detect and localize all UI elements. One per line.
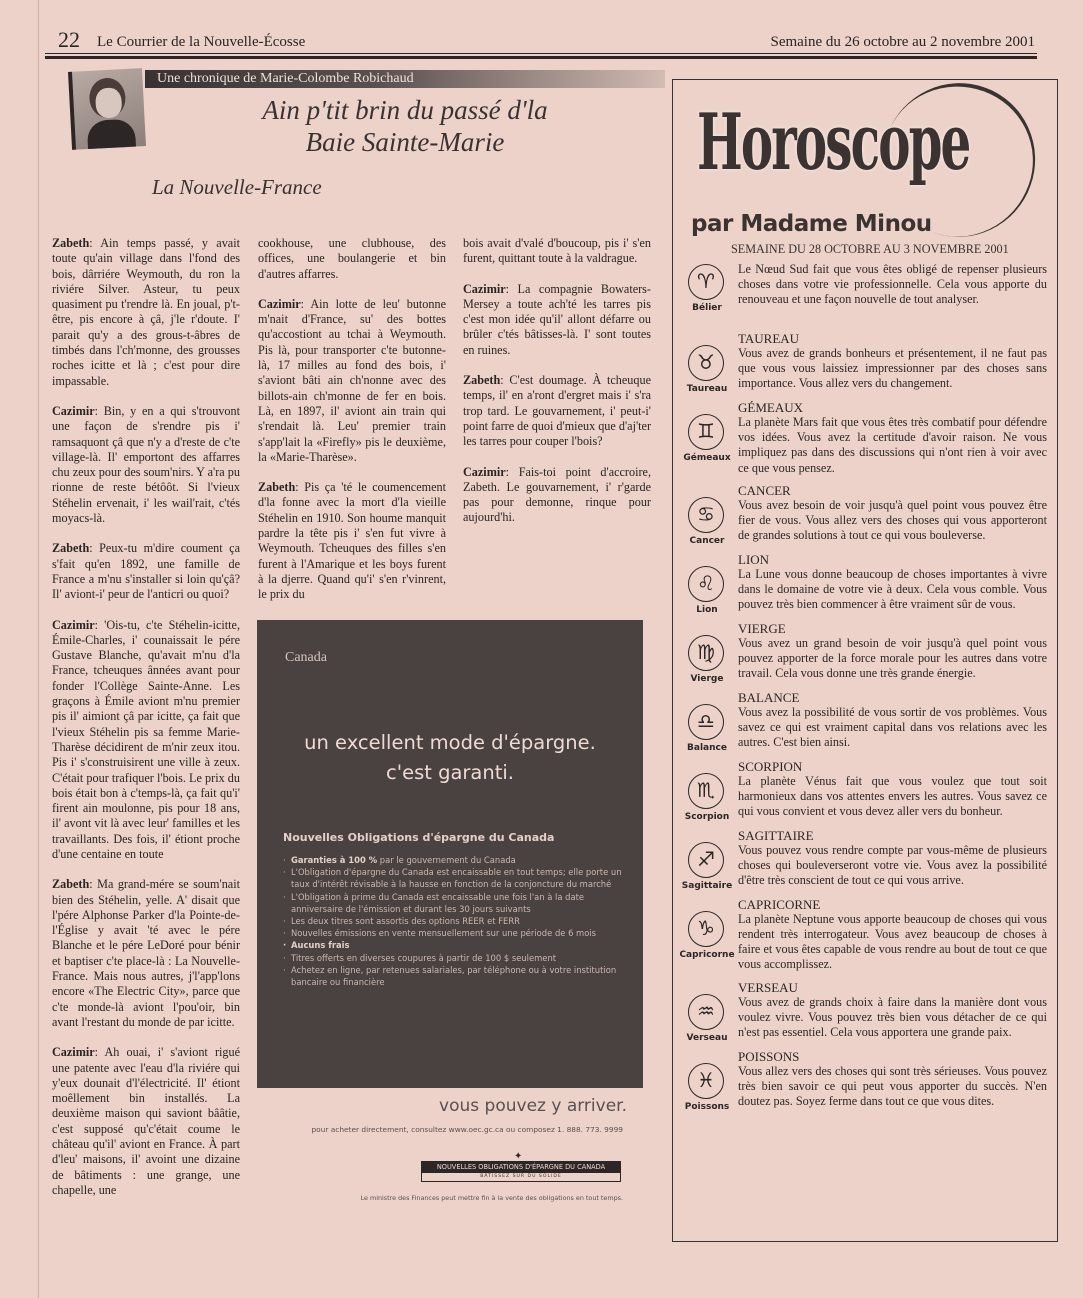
capricorn-icon: ♑ [688,911,724,947]
sign-name: LION [738,551,770,567]
sign-name: VERSEAU [738,979,798,995]
ad-contact-info: pour acheter directement, consultez www.oec.gc.ca ou composez 1. 888. 773. 9999 [311,1125,623,1134]
ad-bullet-text: Titres offerts en diverses coupures à partir de 100 $ seulement [291,952,557,963]
article-paragraph [52,236,240,389]
sign-forecast: Vous avez un grand besoin de voir jusqu'à quel point vous pouvez apporter de la force morale pour les autres dans votre travail. Cela vous donne une très grande énergie. [738,635,1047,681]
article-paragraph [258,236,446,282]
ad-bullet-text: Les deux titres sont assortis des options REER et FERR [291,916,520,927]
speaker-name: Cazimir [258,296,301,311]
ad-bullet-list [283,854,629,988]
article-paragraph [52,1045,240,1198]
ad-bullet-emphasis: Aucuns frais [291,940,350,951]
paragraph-text: cookhouse, une clubhouse, des offices, une boulangerie et bin d'autres affarres. [258,236,446,281]
article-paragraph [52,877,240,1030]
horoscope-sign [685,621,1047,683]
paragraph-text: : Ain lotte de leu' butonne m'nait d'France, su' des bottes qu'accostiont au tchai à Weymouth. Pis là, pour transporter c'te butonne-là, 17 milles au fond des bois, i' s'aviont bâti ain ch'nonne avec des billots-ain ch'monne de fer en bois. Là, en 1897, il' aviont ain train qui s'rendait là. Leu' premier train s'app'lait la «Firefly» pis le deuxième, la «Marie-Tharèse». [258,296,446,464]
libra-icon: ♎ [688,704,724,740]
speaker-name: Zabeth [258,480,296,495]
canada-wordmark: Canada [285,650,327,665]
masthead [55,28,1035,52]
ad-bullet-text: L'Obligation d'épargne du Canada est encaissable en tout temps; elle porte un taux d'intérêt révisable à la hausse en fonction de la conjoncture du marché [291,867,622,890]
brand-slogan: BÂTISSEZ SUR DU SOLIDE [480,1174,562,1179]
sign-forecast: Vous avez la possibilité de vous sortir de vos problèmes. Vous savez ce qui est vraiment capital dans vos relations avec les autres. C'est bien ainsi. [738,704,1047,750]
horoscope-title: Horoscope [697,97,970,188]
paragraph-text: : Fais-toi point d'accroire, Zabeth. Le gouvarnement, i' r'garde pas pour demonne, rinque pour aujourd'hi. [463,464,651,525]
ad-bullet-text: L'Obligation à prime du Canada est encaissable une fois l'an à la date anniversaire de l'émission et durant les 30 jours suivants [291,891,585,914]
sign-icon-label: Scorpion [684,811,730,822]
sign-forecast: Vous avez besoin de voir jusqu'à quel point vous pouvez être fier de vous. Vous allez vers des choses qui vous apporteront de grandes solutions à tout ce qui vous bouleverse. [738,497,1047,543]
sign-name: SCORPION [738,758,803,774]
sign-forecast: Vous allez vers des choses qui sont très sérieuses. Vous pouvez très bien savoir ce qui peut vous apporter du succès. N'en doutez pas. Soyez ferme dans tout ce que vous dites. [738,1063,1047,1109]
speaker-name: Cazimir [52,403,95,418]
article-paragraph [52,404,240,526]
ad-bullet-text: Nouvelles émissions en vente mensuellement sur une période de 6 mois [291,928,597,939]
column-byline: Une chronique de Marie-Colombe Robichaud [145,70,665,88]
sign-forecast: La planète Vénus fait que vous voulez que tout soit harmonieux dans vos attentes envers les autres. Vous savez ce qui vous convient et vous devez aller vers du bonheur. [738,773,1047,819]
ad-bullet [283,854,629,866]
sign-name: GÉMEAUX [738,400,803,415]
horoscope-sign [685,690,1047,752]
masthead-rule [45,53,1037,54]
horoscope-sign [685,331,1047,393]
article-paragraph [52,618,240,863]
sign-icon-label: Taureau [686,384,728,394]
article-paragraph [258,297,446,465]
horoscope-week: SEMAINE DU 28 OCTOBRE AU 3 NOVEMBRE 2001 [731,242,1009,256]
sign-icon-label: Balance [687,742,727,753]
article-column-2 [258,236,446,618]
aries-icon: ♈ [688,264,724,300]
ad-bullet [283,927,629,939]
paragraph-text: : Ain temps passé, y avait toute qu'ain village dans l'fond des bois, dârriére Weymouth, du ron la riviére Silver. Asteur, tu peux quasiment pu t'rendre là. En joual, p't-être, pis encore à çâ, j'le r'doute. I' parait qu'y a des grous-t-âbres de timbés dans l'ch'monne, des grousses roches icitte et là ; c'est pour dire impassable. [52,236,240,388]
ad-section-title: Nouvelles Obligations d'épargne du Canada [283,831,555,844]
speaker-name: Cazimir [52,617,95,632]
leo-icon: ♌ [688,566,724,602]
sign-forecast: La Lune vous donne beaucoup de choses importantes à vivre dans le domaine de votre vie à deux. Cela vous comble. Vous pouvez très bien commencer à être vraiment sûr de vous. [738,566,1047,612]
sign-name: SAGITTAIRE [738,827,814,843]
masthead-rule-thick [45,56,1037,59]
article-column-3 [463,236,651,541]
sign-icon-label: Cancer [689,535,725,546]
sign-name: BALANCE [738,689,800,705]
paragraph-text: : La compagnie Bowaters-Mersey a toute ach'té les tarres pis c'est mon idée qu'il' allont défarre ou brûler c'tés bâtisses-là. I' sont toutes en ruines. [463,281,651,357]
article-paragraph [463,282,651,358]
speaker-name: Cazimir [463,464,506,479]
sign-forecast: La planète Mars fait que vous êtes très combatif pour défendre vos idées. Vous avez la certitude d'avoir raison. Ne vous impliquez pas dans des discussions qui n'ont rien à voir avec ce que vous pensez. [738,415,1047,475]
page-fold-line [38,0,39,1298]
paragraph-text: : Peux-tu m'dire coument ça s'fait qu'en 1892, une famille de France a m'nu s'installer si loin qu'çâ? Il' aviont-i' peur de l'anticri ou quoi? [52,541,240,602]
sign-icon-label: Gémeaux [683,453,731,463]
ad-footer [257,1094,627,1203]
article-title-line1: Ain p'tit brin du passé d'la [262,95,548,125]
horoscope-sign [685,400,1047,476]
speaker-name: Zabeth [52,541,90,556]
ad-bullet [283,891,629,915]
sign-name: CAPRICORNE [738,896,821,912]
horoscope-sign [685,262,1047,324]
article-subtitle: La Nouvelle-France [152,175,322,199]
horoscope-sign [681,827,1047,891]
ad-headline [257,728,643,788]
paragraph-text: bois avait d'valé d'boucoup, pis i' s'en furent, quittant toute à la valdrague. [463,236,651,266]
ad-headline-line1: un excellent mode d'épargne. [304,731,596,754]
speaker-name: Zabeth [52,236,90,250]
horoscope-header [673,80,1057,260]
horoscope-author: par Madame Minou [691,211,932,237]
maple-leaf-icon: ✦ [514,1151,523,1162]
sign-icon-label: Verseau [686,1032,728,1043]
ad-headline-line2: c'est garanti. [386,761,514,784]
paragraph-text: : Ah ouai, i' s'aviont rigué une patente avec l'eau d'la riviére qui y'eux dounait d'l'électricité. Il' étiont moêllement bin installés. La deuxième maison qui saviont bââtie, c'est supposé qu'c'était coume le château qu'il' aviont en France. À part d'leu' maisons, il' avoint une dizaine de bâtiments : une grange, une chapelle, une [52,1045,240,1197]
sign-icon-label: Sagittaire [681,880,733,891]
ad-bullet-text: Achetez en ligne, par retenues salariales, par téléphone ou à votre institution bancaire ou financière [291,964,617,988]
article-title [170,94,640,158]
ad-bullet-text: par le gouvernement du Canada [377,855,516,865]
ad-bullet-emphasis: Garanties à 100 % [291,855,378,865]
ad-brand-row [257,1153,627,1191]
cancer-icon: ♋ [688,497,724,533]
ad-bullet [283,964,629,988]
speaker-name: Zabeth [52,877,90,892]
sign-name: TAUREAU [738,331,800,346]
paragraph-text: : C'est doumage. À tcheuque temps, il' en a'ront d'ergret mais i' s'ra trop tard. Le gouvarnement, i' peut-i' point farre de quoi d'mieux que d'aj'ter les tarres pour couper l'bois? [463,373,651,449]
horoscope-sign [685,759,1047,821]
brand-name: NOUVELLES OBLIGATIONS D'ÉPARGNE DU CANADA [422,1162,620,1173]
ad-bullet [283,915,629,927]
speaker-name: Cazimir [463,281,506,296]
article-title-line2: Baie Sainte-Marie [305,127,505,157]
paragraph-text: : 'Ois-tu, c'te Stéhelin-icitte, Émile-Charles, i' counaissait le pére Gustave Blanche, qu'avait m'nu d'la France, tcheuques ânnées avant pour fonder l'Collège Sainte-Anne. Les graçons à Émile aviont m'nu premier pis il' aimiont çâ par icitte, ça fait que l'vieux Stéhelin pis sa femme Marie-Tharèse décidirent de m'nir zeux itou. Pis i' s'construisirent une ville à zeux. C'était pour trafiquer l'bois. Le prix du bois était bon à c'temps-là, ça fait qu'i' firent ain moulonne, pis pour 18 ans, il' avont vit là avec leur' familles et les travaillants. Des fois, il' étiont proche d'une centaine en toute [52,617,240,861]
aquarius-icon: ♒ [688,994,724,1030]
sign-forecast: Le Nœud Sud fait que vous êtes obligé de repenser plusieurs choses dans votre vie professionnelle. Cela vous apporte du renouveau et une façon nouvelle de tout analyser. [738,262,1047,307]
sign-icon-label: Vierge [690,673,724,684]
horoscope-sign [685,980,1047,1042]
horoscope-sign [685,483,1047,545]
ad-bullet [283,939,629,951]
ad-disclaimer: Le ministre des Finances peut mettre fin à la vente des obligations en tout temps. [360,1194,623,1202]
horoscope-sign [685,552,1047,614]
sign-icon-label: Lion [696,604,718,615]
sign-name: VIERGE [738,620,786,636]
horoscope-box [672,79,1058,1242]
horoscope-sign-list [673,260,1057,1111]
taurus-icon: ♉ [688,345,724,381]
pisces-icon: ♓ [688,1063,724,1099]
horoscope-sign [679,896,1047,973]
sign-name: POISSONS [738,1048,800,1064]
article-paragraph [258,480,446,602]
paragraph-text: : Bin, y en a qui s'trouvont une façon de s'rendre pis i' ramsaquont çâ que n'y a d'reste de c'te village-là. Il' emportont des affarres chu zeux pour des soum'nirs. Y a'ra pu rionne de reste bétôôt. Si l'vieux Stéhelin ervenait, i' les wail'rait, c'tés moyacs-là. [52,403,240,526]
newspaper-name: Le Courrier de la Nouvelle-Écosse [97,34,306,50]
ad-bullet [283,952,629,964]
ad-bullet [283,866,629,890]
page-number: 22 [58,27,80,52]
speaker-name: Cazimir [52,1045,95,1060]
article-column-1 [52,236,240,1213]
article-paragraph [463,236,651,267]
savings-bond-ad [257,620,643,1088]
article-paragraph [463,465,651,526]
horoscope-sign [685,1049,1047,1111]
issue-week: Semaine du 26 octobre au 2 novembre 2001 [770,34,1035,50]
paragraph-text: : Pis ça 'té le coumencement d'la fonne avec la mort d'la vieille Stéhelin en 1910. Son houme manquit pardre la tête pis i' s'en fut vivre à Weymouth. Tcheuques des filles s'en furent à l'Amarique et les boys furent à la djerre. Quand qu'i' s'en r'vinrent, le prix du [258,480,446,602]
sign-icon-label: Poissons [684,1101,730,1112]
scorpio-icon: ♏ [688,773,724,809]
bond-brand-logo [421,1151,621,1182]
author-photo [68,68,146,150]
sign-forecast: Vous avez de grands bonheurs et présentement, il ne faut pas que vous vous laissiez impressionner par des choses sans importance. Vous allez vers du changement. [738,346,1047,391]
sign-icon-label: Bélier [692,303,722,313]
ad-tagline: vous pouvez y arriver. [439,1096,627,1116]
sign-name: CANCER [738,482,791,498]
sign-forecast: La planète Neptune vous apporte beaucoup de choses qui vous rendent très interrogateur. Vous avez beaucoup de choses à faire et vous êtes capable de vous rendre au bout de tout ce que vous accomplissez. [738,911,1047,972]
article-paragraph [463,373,651,449]
sign-icon-label: Capricorne [679,949,735,960]
speaker-name: Zabeth [463,373,501,388]
gemini-icon: ♊ [688,414,724,450]
virgo-icon: ♍ [688,635,724,671]
sign-forecast: Vous pouvez vous rendre compte par vous-même de plusieurs choses qui bouleverseront votre vie. Vous avez la possibilité d'être très conscient de tout ce qui vous arrive. [738,842,1047,888]
sagittarius-icon: ♐ [688,842,724,878]
ad-body [283,830,629,988]
sign-forecast: Vous avez de grands choix à faire dans la manière dont vous voulez vivre. Vous pouvez très bien vous détacher de ce qui n'est pas essentiel. Cela vous apportera une grande paix. [738,994,1047,1040]
paragraph-text: : Ma grand-mére se soum'nait bien des Stéhelin, yelle. A' disait que l'pére Alphonse Parker d'la Pointe-de-l'Église y avait 'té avec le pére Blanche et le pére LeDoré pour bénir et baptiser c'te place-là : La Nouvelle-France. Mais nous autres, j'l'app'lons encore «The Electric City», parce que c'te monde-là aviont l'pou'oir, bin avant l'restant du monde de par icitte. [52,877,240,1029]
article-paragraph [52,541,240,602]
